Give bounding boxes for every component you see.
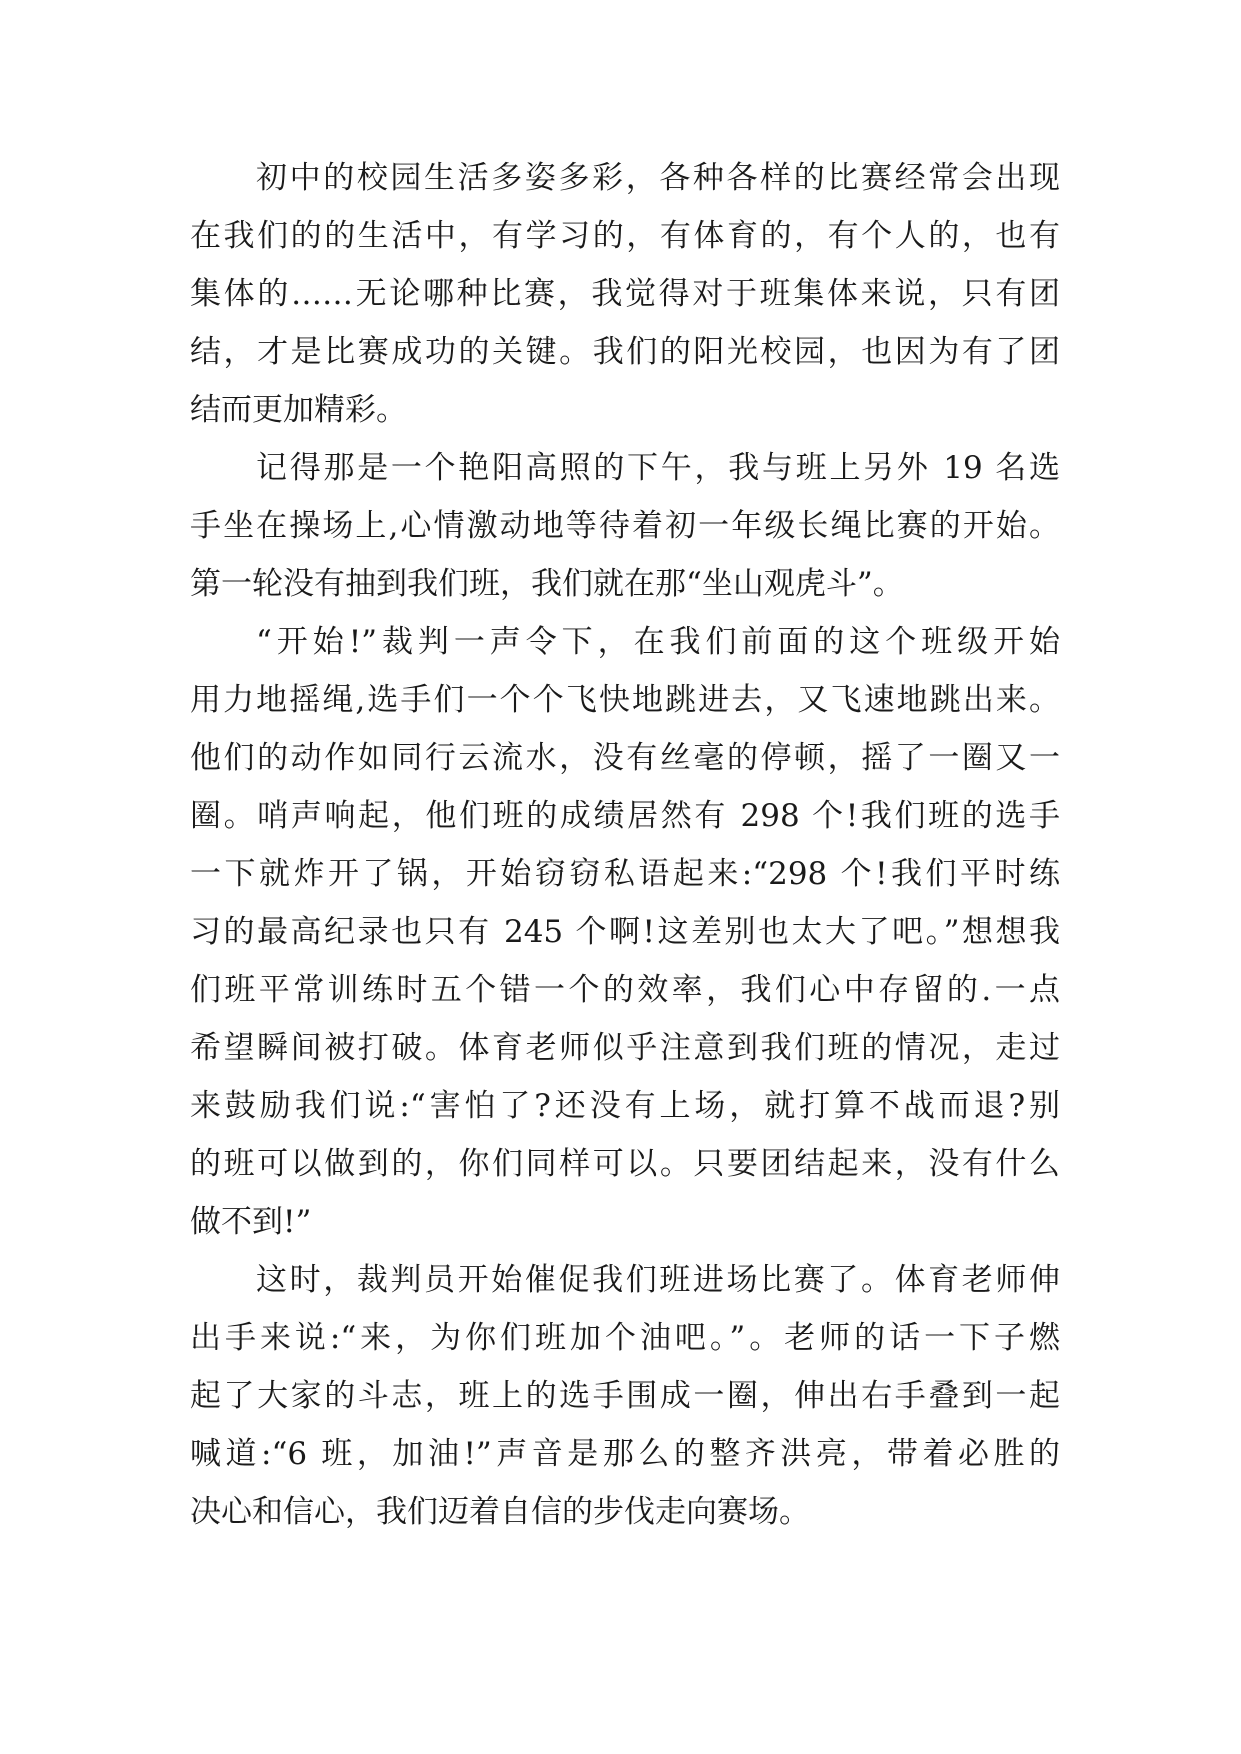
text-line: 们班平常训练时五个错一个的效率，我们心中存留的.一点 [190, 972, 1060, 1008]
text-line: 初中的校园生活多姿多彩，各种各样的比赛经常会出现 [256, 160, 1060, 196]
text-line: 喊道:“6 班，加油!”声音是那么的整齐洪亮，带着必胜的 [190, 1436, 1060, 1472]
document-body [190, 160, 1060, 1555]
text-line: 起了大家的斗志，班上的选手围成一圈，伸出右手叠到一起 [190, 1378, 1060, 1414]
text-line: 圈。哨声响起，他们班的成绩居然有 298 个!我们班的选手 [190, 798, 1060, 834]
text-line: 一下就炸开了锅，开始窃窃私语起来:“298 个!我们平时练 [190, 856, 1060, 892]
text-line: 用力地摇绳,选手们一个个飞快地跳进去，又飞速地跳出来。 [190, 682, 1060, 718]
text-line: 结而更加精彩。 [190, 392, 407, 428]
text-line: 他们的动作如同行云流水，没有丝毫的停顿，摇了一圈又一 [190, 740, 1060, 776]
text-line: 第一轮没有抽到我们班，我们就在那“坐山观虎斗”。 [190, 566, 904, 602]
text-line: 集体的……无论哪种比赛，我觉得对于班集体来说，只有团 [190, 276, 1060, 312]
text-line: 结，才是比赛成功的关键。我们的阳光校园，也因为有了团 [190, 334, 1060, 370]
text-line: 决心和信心，我们迈着自信的步伐走向赛场。 [190, 1494, 810, 1530]
text-line: 出手来说:“来，为你们班加个油吧。”。老师的话一下子燃 [190, 1320, 1060, 1356]
text-line: 记得那是一个艳阳高照的下午，我与班上另外 19 名选 [256, 450, 1060, 486]
text-line: 来鼓励我们说:“害怕了?还没有上场，就打算不战而退?别 [190, 1088, 1060, 1124]
text-line: “开始!”裁判一声令下，在我们前面的这个班级开始 [256, 624, 1060, 660]
text-line: 希望瞬间被打破。体育老师似乎注意到我们班的情况，走过 [190, 1030, 1060, 1066]
text-line: 的班可以做到的，你们同样可以。只要团结起来，没有什么 [190, 1146, 1060, 1182]
text-line: 做不到!” [190, 1204, 312, 1240]
text-line: 在我们的的生活中，有学习的，有体育的，有个人的，也有 [190, 218, 1060, 254]
text-line: 手坐在操场上,心情激动地等待着初一年级长绳比赛的开始。 [190, 508, 1060, 544]
text-line: 习的最高纪录也只有 245 个啊!这差别也太大了吧。”想想我 [190, 914, 1060, 950]
text-line: 这时，裁判员开始催促我们班进场比赛了。体育老师伸 [256, 1262, 1060, 1298]
